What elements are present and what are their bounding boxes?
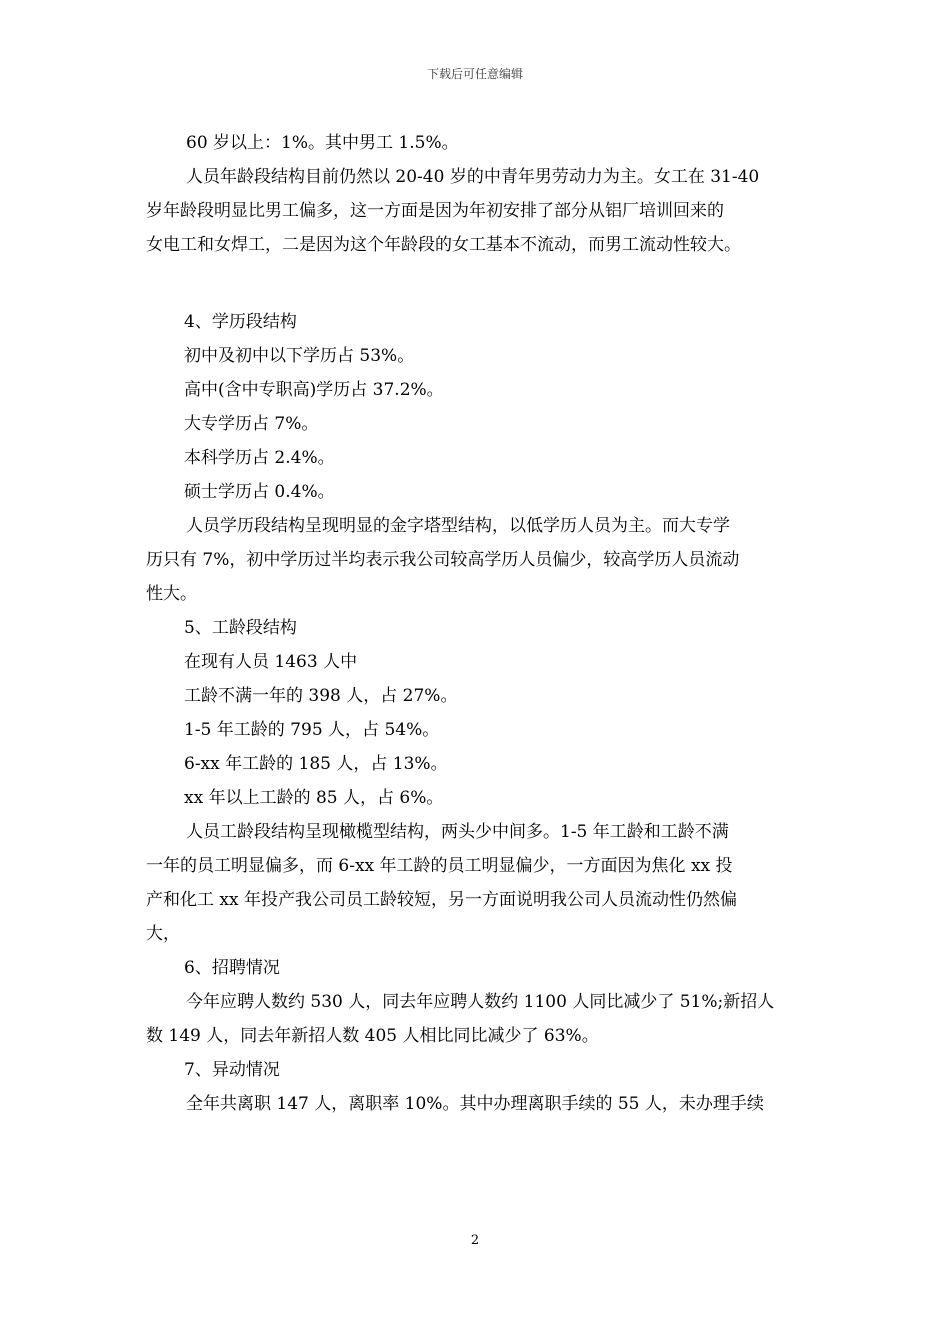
paragraph-line: 岁年龄段明显比男工偏多，这一方面是因为年初安排了部分从铝厂培训回来的 [146, 201, 724, 221]
list-item: 本科学历占 2.4%。 [184, 448, 335, 468]
paragraph-gap [146, 262, 826, 305]
paragraph-line: 女电工和女焊工，二是因为这个年龄段的女工基本不流动，而男工流动性较大。 [146, 235, 741, 255]
paragraph-line: 人员工龄段结构呈现橄榄型结构，两头少中间多。1-5 年工龄和工龄不满 [186, 822, 729, 842]
list-item: 初中及初中以下学历占 53%。 [184, 346, 415, 366]
paragraph-line: 性大。 [146, 584, 197, 604]
paragraph-line: 历只有 7%，初中学历过半均表示我公司较高学历人员偏少，较高学历人员流动 [146, 550, 740, 570]
paragraph-line: 数 149 人，同去年新招人数 405 人相比同比减少了 63%。 [146, 1026, 599, 1046]
section-heading: 5、工龄段结构 [184, 618, 297, 638]
list-item: 1-5 年工龄的 795 人，占 54%。 [184, 720, 440, 740]
paragraph-line: 大， [146, 924, 180, 944]
list-item: 大专学历占 7%。 [184, 414, 319, 434]
paragraph-line: 一年的员工明显偏多，而 6-xx 年工龄的员工明显偏少，一方面因为焦化 xx 投 [146, 856, 733, 876]
list-item: 硕士学历占 0.4%。 [184, 482, 335, 502]
paragraph-line: 人员学历段结构呈现明显的金字塔型结构，以低学历人员为主。而大专学 [186, 516, 730, 536]
paragraph-line: 全年共离职 147 人，离职率 10%。其中办理离职手续的 55 人，未办理手续 [186, 1094, 764, 1114]
page-header: 下载后可任意编辑 [426, 67, 523, 81]
section-heading: 4、学历段结构 [184, 312, 297, 332]
list-item: 工龄不满一年的 398 人，占 27%。 [184, 686, 458, 706]
paragraph-line: 人员年龄段结构目前仍然以 20-40 岁的中青年男劳动力为主。女工在 31-40 [186, 167, 760, 187]
list-item: 在现有人员 1463 人中 [184, 652, 358, 672]
list-item: xx 年以上工龄的 85 人，占 6%。 [184, 788, 444, 808]
paragraph-line: 今年应聘人数约 530 人，同去年应聘人数约 1100 人同比减少了 51%;新招人 [186, 992, 775, 1012]
paragraph-line: 产和化工 xx 年投产我公司员工龄较短，另一方面说明我公司人员流动性仍然偏 [146, 890, 737, 910]
list-item: 6-xx 年工龄的 185 人，占 13%。 [184, 754, 448, 774]
document-body [146, 126, 826, 1121]
section-heading: 7、异动情况 [184, 1060, 280, 1080]
page-number: 2 [470, 1233, 480, 1248]
section-heading: 6、招聘情况 [184, 958, 280, 978]
list-item: 高中(含中专职高)学历占 37.2%。 [184, 380, 444, 400]
paragraph-line: 60 岁以上：1%。其中男工 1.5%。 [186, 133, 459, 153]
